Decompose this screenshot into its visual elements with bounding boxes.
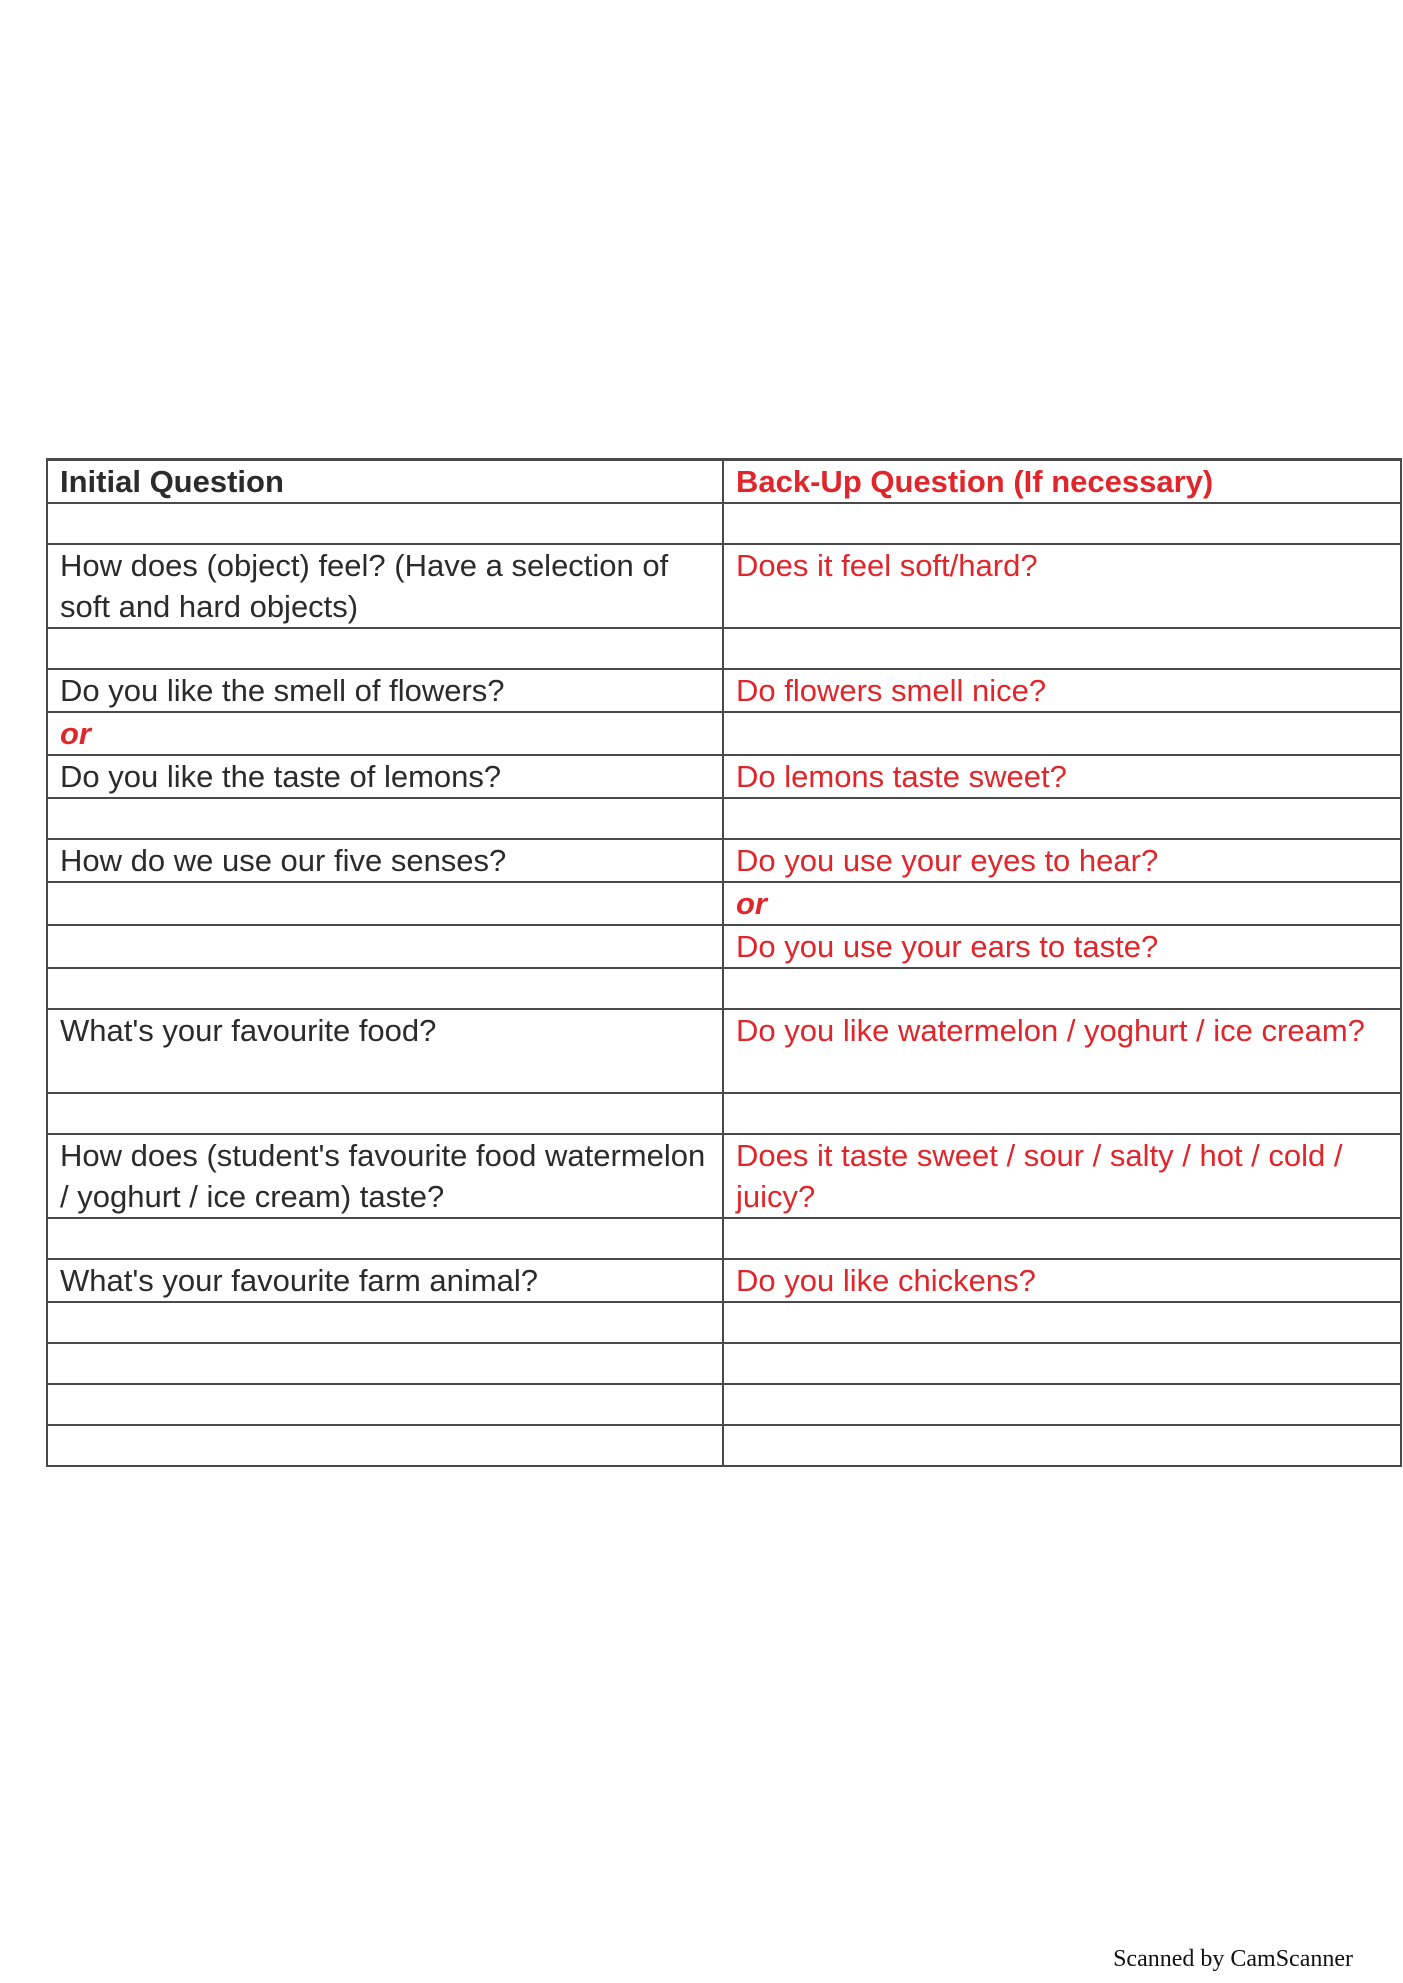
- initial-question-cell: What's your favourite food?: [47, 1009, 723, 1093]
- blank-row: [47, 1343, 1401, 1384]
- backup-question-cell: [723, 1425, 1401, 1466]
- initial-question-cell: [47, 1384, 723, 1425]
- backup-question-cell: [723, 798, 1401, 839]
- blank-row: [47, 1218, 1401, 1259]
- backup-question-cell: [723, 1384, 1401, 1425]
- backup-question-cell: [723, 968, 1401, 1009]
- backup-question-cell: [723, 1093, 1401, 1134]
- initial-question-cell: [47, 1093, 723, 1134]
- initial-question-cell: [47, 798, 723, 839]
- backup-question-cell: [723, 628, 1401, 669]
- initial-question-cell: [47, 882, 723, 925]
- table-row: [47, 669, 1401, 712]
- initial-question-cell: Do you like the taste of lemons?: [47, 755, 723, 798]
- initial-question-cell: [47, 503, 723, 544]
- table-row: [47, 1134, 1401, 1218]
- or-connector-initial: or: [47, 712, 723, 755]
- table-row: [47, 882, 1401, 925]
- initial-question-cell: [47, 1425, 723, 1466]
- or-connector-backup: or: [723, 882, 1401, 925]
- blank-row: [47, 968, 1401, 1009]
- blank-row: [47, 628, 1401, 669]
- initial-question-cell: How do we use our five senses?: [47, 839, 723, 882]
- initial-question-cell: How does (object) feel? (Have a selection of soft and hard objects): [47, 544, 723, 628]
- initial-question-cell: What's your favourite farm animal?: [47, 1259, 723, 1302]
- backup-question-cell: Do you like chickens?: [723, 1259, 1401, 1302]
- blank-row: [47, 1384, 1401, 1425]
- backup-question-cell: [723, 1302, 1401, 1343]
- backup-question-cell: Do you like watermelon / yoghurt / ice cream?: [723, 1009, 1401, 1093]
- table-header-row: [47, 460, 1401, 504]
- initial-question-cell: How does (student's favourite food watermelon / yoghurt / ice cream) taste?: [47, 1134, 723, 1218]
- initial-question-cell: [47, 1343, 723, 1384]
- backup-question-cell: [723, 503, 1401, 544]
- backup-question-cell: Does it taste sweet / sour / salty / hot / cold / juicy?: [723, 1134, 1401, 1218]
- backup-question-cell: Do flowers smell nice?: [723, 669, 1401, 712]
- table-row: [47, 1009, 1401, 1093]
- blank-row: [47, 1425, 1401, 1466]
- backup-question-cell: [723, 1343, 1401, 1384]
- table-row: [47, 544, 1401, 628]
- backup-question-cell: Do you use your eyes to hear?: [723, 839, 1401, 882]
- table-row: [47, 1259, 1401, 1302]
- initial-question-cell: [47, 1218, 723, 1259]
- blank-row: [47, 503, 1401, 544]
- table-row: [47, 839, 1401, 882]
- backup-question-cell: Do you use your ears to taste?: [723, 925, 1401, 968]
- question-table: [46, 458, 1402, 1467]
- table-row: [47, 712, 1401, 755]
- scanner-watermark: Scanned by CamScanner: [1113, 1946, 1353, 1972]
- initial-question-cell: Do you like the smell of flowers?: [47, 669, 723, 712]
- backup-question-cell: Do lemons taste sweet?: [723, 755, 1401, 798]
- backup-question-cell: [723, 1218, 1401, 1259]
- initial-question-cell: [47, 628, 723, 669]
- table-row: [47, 755, 1401, 798]
- table-row: [47, 925, 1401, 968]
- initial-question-cell: [47, 968, 723, 1009]
- backup-question-cell: Does it feel soft/hard?: [723, 544, 1401, 628]
- initial-question-cell: [47, 925, 723, 968]
- header-backup-question: Back-Up Question (If necessary): [723, 460, 1401, 504]
- blank-row: [47, 798, 1401, 839]
- backup-question-cell: [723, 712, 1401, 755]
- blank-row: [47, 1302, 1401, 1343]
- header-initial-question: Initial Question: [47, 460, 723, 504]
- blank-row: [47, 1093, 1401, 1134]
- initial-question-cell: [47, 1302, 723, 1343]
